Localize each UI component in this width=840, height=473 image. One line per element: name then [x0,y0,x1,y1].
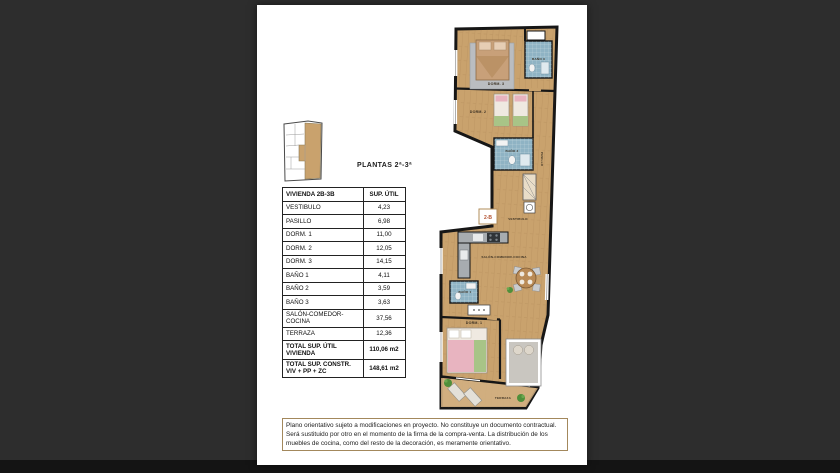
dorm1-bed [447,328,487,373]
table-row [283,269,406,283]
area-cell: 4,11 [364,269,406,283]
total-constr-row [283,359,406,377]
unit-label-text: 2-B [483,215,493,221]
label-bano3: BAÑO 3 [532,57,545,61]
area-cell: 12,36 [364,327,406,341]
area-cell: 6,98 [364,215,406,229]
surface-table [282,187,406,378]
table-row [283,228,406,242]
room-name-cell: VESTIBULO [283,201,364,215]
table-row [283,242,406,256]
table-row [283,296,406,310]
area-cell: 37,56 [364,309,406,327]
total-util-row [283,341,406,359]
total-name-cell: TOTAL SUP. CONSTR. VIV + PP + ZC [283,359,364,377]
label-bano1: BAÑO 1 [458,290,472,294]
table-header-row [283,188,406,202]
label-dorm1: DORM. 1 [465,321,483,325]
label-dorm2: DORM. 2 [469,110,487,114]
disclaimer-box: Plano orientativo sujeto a modificaciones en proyecto. No constituye un documento contractual. Será sustituido por otro en el momento de la firma de la compra-venta. La distribución de los muebles de cocina, como del resto de la decoración, es meramente orientativo. [282,418,568,451]
total-area-cell: 148,61 m2 [364,359,406,377]
label-pasillo: PASILLO [540,151,544,167]
table-row [283,215,406,229]
area-cell: 3,59 [364,282,406,296]
table-row [283,201,406,215]
label-dorm3: DORM. 3 [487,82,505,86]
area-cell: 12,05 [364,242,406,256]
room-name-cell: BAÑO 3 [283,296,364,310]
area-cell: 3,63 [364,296,406,310]
hall-closet [523,174,536,200]
room-name-cell: DORM. 2 [283,242,364,256]
room-name-cell: BAÑO 1 [283,269,364,283]
label-terraza: TERRAZA [494,396,512,400]
area-cell: 11,00 [364,228,406,242]
total-name-cell: TOTAL SUP. ÚTIL VIVIENDA [283,341,364,359]
floor-plan [428,12,578,417]
area-cell: 4,23 [364,201,406,215]
page-title: PLANTAS 2ª-3ª [357,162,412,169]
label-salon: SALÓN-COMEDOR-COCINA [481,255,527,259]
table-row [283,309,406,327]
room-name-cell: BAÑO 2 [283,282,364,296]
table-row [283,327,406,341]
unit-entry-label [479,209,497,224]
bathroom-2 [494,138,533,170]
total-area-cell: 110,06 m2 [364,341,406,359]
room-name-cell: TERRAZA [283,327,364,341]
label-vestibulo: VESTIBULO [508,217,528,221]
table-row [283,282,406,296]
table-row [283,255,406,269]
room-name-cell: SALÓN-COMEDOR-COCINA [283,309,364,327]
header-area-cell: SUP. ÚTIL [364,188,406,202]
sofa-daybed [506,339,541,386]
area-cell: 14,15 [364,255,406,269]
room-name-cell: DORM. 1 [283,228,364,242]
room-name-cell: DORM. 3 [283,255,364,269]
key-plan [281,119,325,183]
header-name-cell: VIVIENDA 2B-3B [283,188,364,202]
dorm1-dresser [468,305,490,315]
plan-sheet [257,5,587,465]
label-bano2: BAÑO 2 [505,149,519,153]
room-name-cell: PASILLO [283,215,364,229]
washing-machine [524,202,535,213]
